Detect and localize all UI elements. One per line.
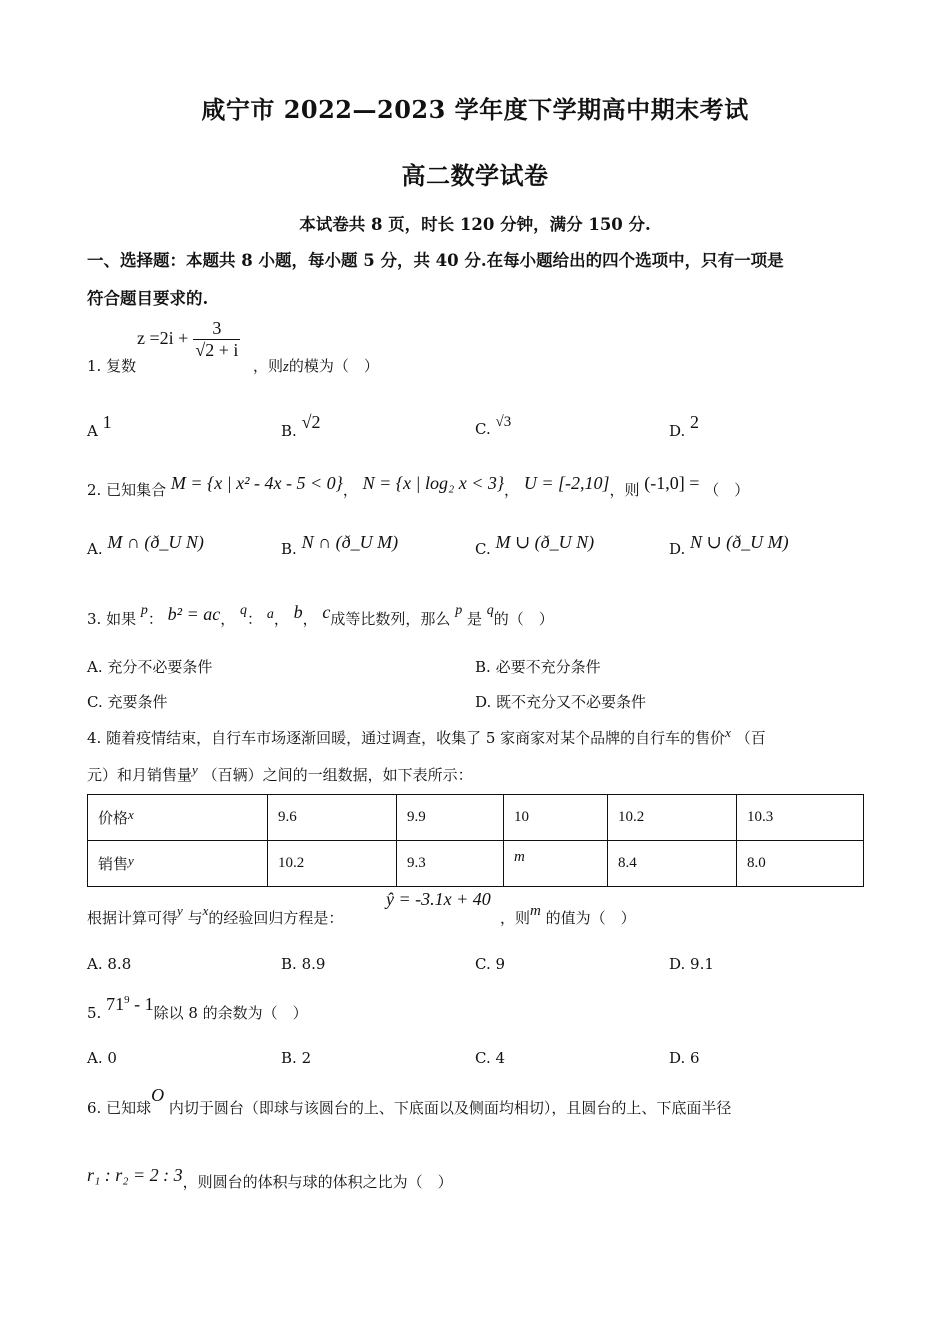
- option-value: M ∩ (ð_U N): [107, 532, 204, 552]
- option-value: 8.9: [301, 955, 326, 973]
- q2-set-n: N = {x | log₂ x < 3}: [362, 473, 505, 493]
- q3-colon: ：: [247, 610, 263, 628]
- q1-suffix: [253, 355, 379, 376]
- q3-colon: ：: [147, 610, 163, 628]
- option-value: M ∪ (ð_U N): [495, 532, 595, 552]
- q3-p2: p: [455, 603, 463, 618]
- q2-set-m: M = {x | x² - 4x - 5 < 0}: [170, 473, 343, 493]
- option-value: √2: [301, 412, 321, 432]
- q2-sep: ，: [342, 481, 358, 499]
- q6-o: O: [151, 1085, 165, 1105]
- table-cell: 9.6: [268, 795, 397, 841]
- q4-line2-head: 元）和月销售量: [87, 766, 193, 784]
- q4-x-var: x: [725, 725, 731, 740]
- q2-sep: ，: [504, 481, 520, 499]
- q4-after-end: [500, 903, 636, 928]
- q2-option-b[interactable]: [281, 532, 399, 559]
- option-value: 2: [301, 1049, 312, 1067]
- q1-frac-num: 3: [193, 318, 240, 340]
- option-value: 1: [102, 412, 112, 432]
- q2-option-d[interactable]: [669, 532, 789, 559]
- option-label: B.: [281, 422, 297, 440]
- cell-var: m: [514, 849, 525, 865]
- q4-y-var: y: [192, 762, 198, 777]
- q1-option-a[interactable]: [87, 412, 112, 441]
- q4-after-x: x: [202, 903, 209, 918]
- option-label: D.: [669, 422, 686, 440]
- q3-a: a: [266, 607, 274, 622]
- option-value: √3: [495, 414, 512, 430]
- q6-line2: [87, 1165, 453, 1192]
- option-value: 9.1: [690, 955, 714, 973]
- q4-after-head: 根据计算可得: [87, 909, 178, 927]
- q1-prefix: 1. 复数: [87, 357, 137, 375]
- q3-question: [87, 602, 554, 629]
- q5-expr-base: 71: [106, 994, 125, 1014]
- q3-option-c[interactable]: [87, 691, 168, 712]
- q1-var: z: [283, 359, 289, 375]
- q4-after-end-text: 的值为（ ）: [545, 909, 636, 927]
- q3-p: p: [140, 603, 148, 618]
- option-label: C.: [475, 955, 491, 973]
- table-cell: 9.3: [397, 841, 504, 887]
- cell-var: x: [128, 807, 134, 822]
- table-cell: 8.0: [737, 841, 864, 887]
- q4-option-b[interactable]: [281, 955, 325, 973]
- q6-line1: [87, 1085, 732, 1118]
- q4-after-y: y: [177, 903, 183, 918]
- q4-line1-tail: （百: [735, 729, 766, 747]
- table-row: [88, 841, 864, 887]
- q5-option-a[interactable]: [87, 1049, 117, 1067]
- q4-line1-text: 4. 随着疫情结束，自行车市场逐渐回暖，通过调查，收集了 5 家商家对某个品牌的自行车的售价: [87, 729, 726, 747]
- q1-suffix-text: ，则: [253, 357, 284, 375]
- q1-formula: [137, 318, 240, 361]
- q3-comma: ，: [273, 610, 289, 628]
- q4-after-tail: 的经验回归方程是：: [208, 909, 344, 927]
- option-value: 4: [495, 1049, 506, 1067]
- q1-suffix2: 的模为（ ）: [288, 357, 379, 375]
- q4-line2: [87, 764, 473, 785]
- q5-expr-tail: - 1: [129, 994, 154, 1014]
- option-value: N ∩ (ð_U M): [301, 532, 399, 552]
- q3-option-a[interactable]: [87, 656, 212, 677]
- q3-q: q: [240, 603, 248, 618]
- q2-sep: ，则: [609, 481, 640, 499]
- cell-text: 价格: [98, 811, 129, 827]
- option-label: A.: [87, 540, 103, 558]
- q4-line2-tail: （百辆）之间的一组数据，如下表所示：: [202, 766, 473, 784]
- q1-option-b[interactable]: [281, 412, 321, 441]
- q3-prefix: 3. 如果: [87, 610, 137, 628]
- q4-equation: ŷ = -3.1x + 40: [386, 889, 491, 909]
- q2-expr: (-1,0] =: [644, 473, 700, 493]
- option-label: A.: [87, 955, 103, 973]
- q4-option-d[interactable]: [669, 955, 714, 973]
- q2-set-u: U = [-2,10]: [523, 473, 610, 493]
- option-value: 既不充分又不必要条件: [496, 693, 647, 711]
- q4-option-a[interactable]: [87, 955, 131, 973]
- q6-prefix: 6. 已知球: [87, 1099, 152, 1117]
- option-label: C.: [87, 693, 103, 711]
- q1-option-d[interactable]: [669, 412, 700, 441]
- q4-after-mid: 与: [187, 909, 203, 927]
- option-value: 充要条件: [107, 693, 168, 711]
- option-label: D.: [669, 1049, 686, 1067]
- option-label: B.: [281, 1049, 297, 1067]
- option-label: C.: [475, 540, 491, 558]
- option-label: B.: [281, 955, 297, 973]
- q4-after-comma: ，则: [500, 909, 531, 927]
- data-table: [87, 794, 864, 887]
- q3-option-b[interactable]: [475, 656, 601, 677]
- q3-comma: ，: [220, 610, 236, 628]
- table-cell: 10.2: [608, 795, 737, 841]
- q1-option-c[interactable]: [475, 414, 512, 439]
- option-value: 6: [690, 1049, 700, 1067]
- table-row: [88, 795, 864, 841]
- table-cell: 10.2: [268, 841, 397, 887]
- cell-var: y: [128, 853, 134, 868]
- option-value: 0: [107, 1049, 117, 1067]
- q3-condition-p: b² = ac: [167, 604, 221, 624]
- option-label: A.: [87, 658, 103, 676]
- q3-b: b: [293, 602, 303, 622]
- q2-option-c[interactable]: [475, 532, 595, 559]
- q5-text: 除以 8 的余数为（ ）: [153, 1004, 308, 1022]
- q6-line1-text: 内切于圆台（即球与该圆台的上、下底面以及侧面均相切），且圆台的上、下底面半径: [168, 1099, 732, 1117]
- q2-prefix: 2. 已知集合: [87, 481, 167, 499]
- q5-option-d[interactable]: [669, 1049, 700, 1067]
- q1-fraction: [193, 318, 240, 361]
- exam-info: 本试卷共 8 页，时长 120 分钟，满分 150 分.: [299, 215, 651, 234]
- q3-q2: q: [486, 603, 494, 618]
- table-cell: 8.4: [608, 841, 737, 887]
- section-heading-cont: 符合题目要求的.: [87, 289, 209, 308]
- table-header-cell: [88, 841, 268, 887]
- q4-line1: [87, 727, 766, 748]
- option-label: B.: [475, 658, 491, 676]
- q3-c: c: [322, 602, 331, 622]
- table-cell: 10: [504, 795, 608, 841]
- option-label: A.: [87, 1049, 103, 1067]
- q1-formula-lhs: z =2i +: [137, 328, 189, 348]
- q2-tail: （ ）: [704, 481, 750, 499]
- option-label: A: [87, 422, 98, 440]
- option-label: C.: [475, 1049, 491, 1067]
- table-cell: 10.3: [737, 795, 864, 841]
- q3-is: 是: [466, 610, 482, 628]
- q5-prefix: 5.: [87, 1004, 102, 1022]
- q4-m: m: [530, 903, 541, 919]
- q5-option-b[interactable]: [281, 1049, 311, 1067]
- table-header-cell: [88, 795, 268, 841]
- q5-question: [87, 994, 308, 1023]
- q1-frac-den: √2 + i: [195, 340, 239, 360]
- option-label: B.: [281, 540, 297, 558]
- q3-mid: 成等比数列，那么: [330, 610, 451, 628]
- section-heading: 一、选择题：本题共 8 小题，每小题 5 分，共 40 分.在每小题给出的四个选项中，只有一项是: [87, 251, 784, 270]
- option-label: D.: [475, 693, 492, 711]
- option-value: N ∪ (ð_U M): [690, 532, 789, 552]
- exam-title: 咸宁市 2022—2023 学年度下学期高中期末考试: [201, 95, 749, 124]
- option-value: 2: [690, 412, 700, 432]
- q5-expr-exp: 9: [124, 994, 130, 1006]
- option-label: D.: [669, 955, 686, 973]
- q2-option-a[interactable]: [87, 532, 204, 559]
- option-label: C.: [475, 420, 491, 438]
- q3-option-d[interactable]: [475, 691, 646, 712]
- q5-option-c[interactable]: [475, 1049, 505, 1067]
- q6-line2-text: ，则圆台的体积与球的体积之比为（ ）: [182, 1173, 453, 1191]
- option-value: 8.8: [107, 955, 132, 973]
- q6-ratio: r₁ : r₂ = 2 : 3: [87, 1165, 183, 1185]
- cell-text: 销售: [98, 857, 129, 873]
- table-cell: [504, 841, 608, 887]
- q5-expr: [106, 994, 154, 1014]
- q3-comma: ，: [302, 610, 318, 628]
- option-value: 9: [495, 955, 506, 973]
- option-label: D.: [669, 540, 686, 558]
- q4-option-c[interactable]: [475, 955, 505, 973]
- q2-question: [87, 473, 750, 500]
- option-value: 充分不必要条件: [107, 658, 213, 676]
- q4-after-table: [87, 903, 344, 928]
- exam-subtitle: 高二数学试卷: [401, 161, 549, 190]
- option-value: 必要不充分条件: [495, 658, 601, 676]
- table-cell: 9.9: [397, 795, 504, 841]
- q3-tail: 的（ ）: [493, 610, 554, 628]
